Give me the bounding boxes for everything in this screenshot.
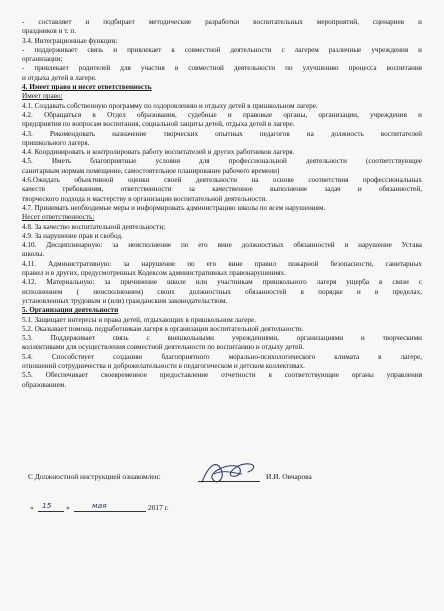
text-line: организации; <box>22 55 63 64</box>
text-line: 4.4. Координировать и контролировать работу воспитателей и других работников лагеря. <box>22 148 295 157</box>
text-line: 5.2. Оказывает помощь педработникам лагеря в организации воспитательной деятельности. <box>22 324 304 333</box>
text-line: 4.1. Создавать собственную программу по оздоровлению и отдыху детей в пришкольном лагере. <box>22 101 318 110</box>
text-line: санитарным нормам помещение, самостоятельное планирование рабочего времени) <box>22 166 280 175</box>
text-line: 5. Организация деятельности <box>22 306 119 315</box>
text-line: 4.6.Ожидать объективной оценки своей деятельности на основе соответствия профессиональных <box>22 176 422 185</box>
text-line: 4. Имеет право и несет ответственность <box>22 83 152 92</box>
text-line: качеств требованиям, ответственности за качественное выполнение задач и обязанностей, <box>22 185 422 194</box>
text-line: 4.12. Материальную: за причинение школе или участникам пришкольного лагеря ущерба в связи с <box>22 278 422 287</box>
signature-underline <box>198 481 260 482</box>
date-day: 15 <box>42 501 52 510</box>
text-line: отношений сотрудничества и доброжелательности в педагогическом и детском коллективах. <box>22 361 305 370</box>
text-line: и отдыха детей в лагере. <box>22 73 97 82</box>
date-month: мая <box>92 501 107 510</box>
handwritten-signature-icon <box>196 456 260 490</box>
text-line: правил и в других, предусмотренных Кодексом административных правонарушениях. <box>22 269 286 278</box>
date-year: 2017 г. <box>148 503 169 512</box>
text-line: праздников и т. п. <box>22 27 77 36</box>
text-line: 4.3. Рекомендовать назначение творческих опытных педагогов на должность воспитателей <box>22 129 422 138</box>
date-open-quote: « <box>30 503 34 512</box>
text-line: 4.9. За нарушение прав и свобод. <box>22 231 123 240</box>
text-line: 5.3. Поддерживает связь с внешкольными учреждениями, организациями и творческими <box>22 334 422 343</box>
text-line: 4.10. Дисциплинарную: за неисполнение по его вине должностных обязанностей и нарушение Устава <box>22 241 422 250</box>
text-line: 4.11. Административную: за нарушение по его вине правил пожарной безопасности, санитарных <box>22 259 422 268</box>
text-line: Несет ответственность: <box>22 213 95 222</box>
text-line: Имеет право: <box>22 92 63 101</box>
text-line: установленных трудовым и (или) гражданским законодательством. <box>22 296 228 305</box>
text-line: 4.5. Иметь благоприятные условия для профессиональной деятельности (соответствующее <box>22 157 422 166</box>
text-line: 4.2. Обращаться в Отдел образования, судебные и правовые органы, организации, учреждения и <box>22 110 422 119</box>
text-line: предприятия по вопросам воспитания, социальной защиты детей, отдыха детей в лагере. <box>22 120 295 129</box>
acknowledgment-label: С Должностной инструкцией ознакомлен: <box>28 472 161 481</box>
signature-row <box>28 468 428 488</box>
text-line: 4.8. За качество воспитательной деятельности; <box>22 222 166 231</box>
text-line: 3.4. Интеграционные функции: <box>22 36 118 45</box>
day-underline <box>38 511 64 512</box>
text-line: школы. <box>22 250 45 259</box>
text-line: - поддерживает связь и привлекает к совместной деятельности с лагерем различные учреждения и <box>22 45 422 54</box>
month-underline <box>74 511 146 512</box>
text-line: коллективами для осуществления совместной деятельности по воспитанию и отдыху детей. <box>22 343 305 352</box>
text-line: - составляет и подбирает методические разработки воспитательных мероприятий, сценариев и <box>22 18 422 26</box>
text-line: пришкольного лагеря. <box>22 138 90 147</box>
text-line: творческого подхода и мастерству в организации воспитательной деятельности. <box>22 194 268 203</box>
text-line: 4.7. Принимать необходимые меры и информировать администрацию школы по всем нарушениям. <box>22 203 326 212</box>
text-line: 5.5. Обеспечивает своевременное предоставление отчетности в соответствующие органы управления <box>22 371 422 380</box>
date-close-quote: » <box>66 503 70 512</box>
text-line: - привлекает родителей для участия в совместной деятельности по улучшению процесса воспитания <box>22 64 422 73</box>
text-line: образованием. <box>22 380 67 389</box>
text-line: 5.4. Способствует созданию благоприятного морально-психологического климата в лагере, <box>22 352 422 361</box>
text-line: исполнением ( неисполнением) своих должностных обязанностей в порядке и в пределах, <box>22 287 422 296</box>
document-body <box>22 18 422 390</box>
signer-name: И.И. Овчарова <box>266 472 312 481</box>
text-line: 5.1. Защищает интересы и права детей, отдыхающих в пришкольном лагере. <box>22 315 256 324</box>
